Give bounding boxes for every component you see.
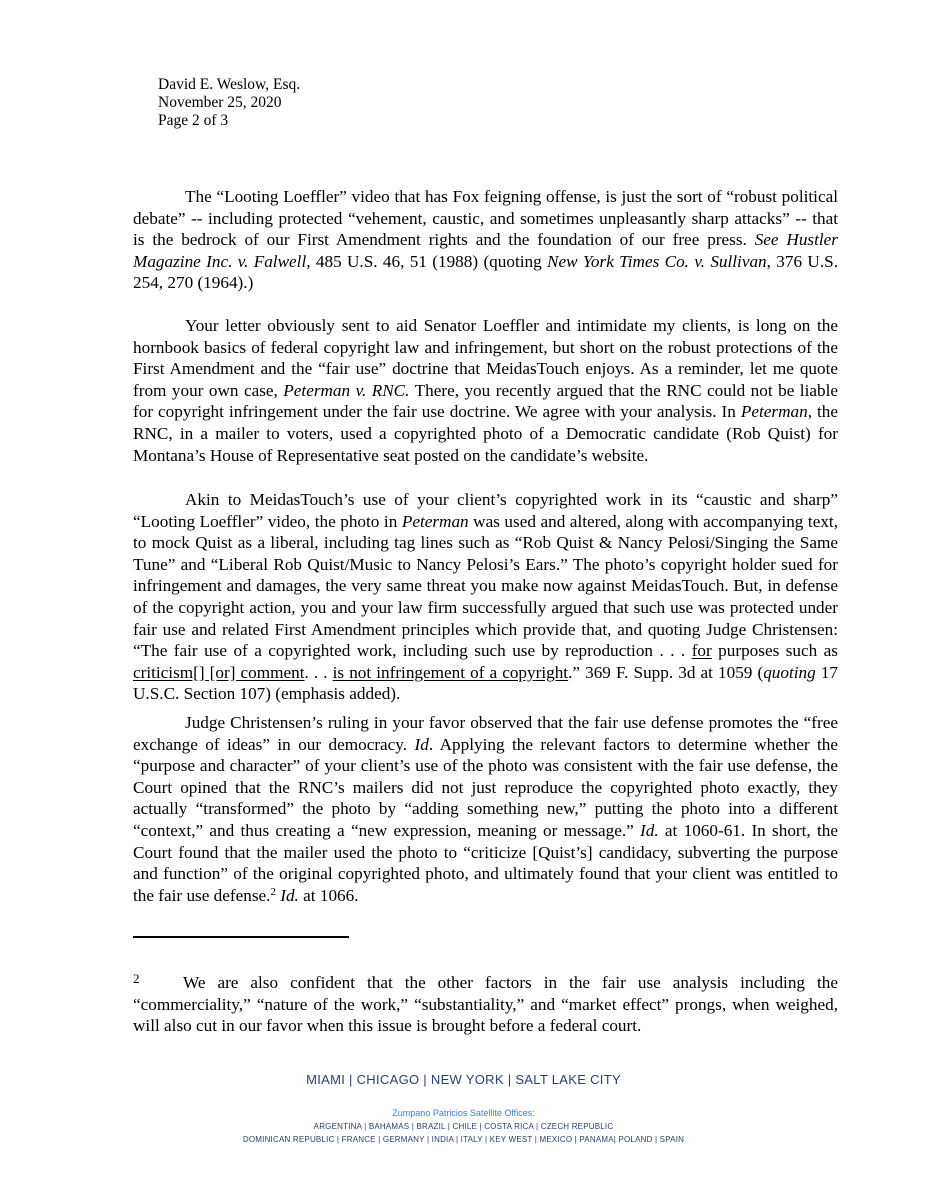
page-number: Page 2 of 3	[158, 112, 229, 129]
citation-signal: Id.	[640, 820, 659, 840]
text-run: Your letter obviously sent to aid Senator Loeffler and intimidate my clients, is long on the hornbook basics of federal copyright law and infringement, but short on the robust protections of the First Amendment and the “fair use” doctrine that MeidasTouch enjoys. As a reminder, let me quote from your own case,	[133, 316, 838, 400]
footnote-text: We are also confident that the other factors in the fair use analysis including the “commerciality,” “nature of the work,” “substantiality,” and “market effect” prongs, when weighed, will also cut in our favor when this issue is brought before a federal court.	[133, 973, 838, 1036]
text-run: 17 U.S.C. Section 107) (emphasis added).	[133, 662, 839, 704]
satellite-offices-title: Zumpano Patricios Satellite Offices:	[392, 1108, 535, 1118]
text-run: was used and altered, along with accompanying text, to mock Quist as a liberal, including tag lines such as “Rob Quist & Nancy Pelosi/Singing the Same Tune” and “Liberal Rob Quist/Music to Nancy Pelosi’s Ears.” The photo’s copyright holder sued for infringement and damages, the very same threat you make now against MeidasTouch. But, in defense of the copyright action, you and your law firm successfully argued that such use was protected under fair use and related First Amendment principles which provide that, and quoting Judge Christensen: “The fair use of a copyrighted work, including such use by reproduction . . .	[133, 511, 838, 661]
footnote-reference[interactable]: 2	[270, 885, 276, 898]
footnote-divider	[133, 936, 349, 938]
text-run: .” 369 F. Supp. 3d at 1059 (	[568, 662, 764, 682]
paragraph-2	[133, 315, 838, 466]
citation-signal: quoting	[763, 662, 816, 682]
text-run: There, you recently argued that the RNC could not be liable for copyright infringement under the fair use doctrine. We agree with your analysis. In	[133, 380, 838, 422]
case-citation: Peterman	[401, 511, 469, 531]
footnote-number: 2	[133, 971, 140, 986]
case-citation: See Hustler Magazine Inc. v. Falwell,	[133, 230, 838, 271]
text-run: at 1066.	[298, 885, 359, 905]
letter-date: November 25, 2020	[158, 94, 282, 111]
text-run: Judge Christensen’s ruling in your favor observed that the fair use defense promotes the “free exchange of ideas” in our democracy.	[133, 713, 838, 754]
office-cities: MIAMI | CHICAGO | NEW YORK | SALT LAKE CITY	[306, 1072, 621, 1087]
footnote	[133, 968, 838, 1037]
text-run: . . .	[304, 662, 333, 682]
citation-signal: Id	[414, 734, 429, 754]
text-run: at 1060-61. In short, the Court found that the mailer used the photo to “criticize [Quist’s] candidacy, subverting the purpose and function” of the original copyrighted photo, and ultimately found that your client was entitled to the fair use defense.	[133, 820, 838, 905]
paragraph-3	[133, 489, 838, 705]
text-run: , the RNC, in a mailer to voters, used a copyrighted photo of a Democratic candidate (Rob Quist) for Montana’s House of Representative seat posted on the candidate’s website.	[133, 402, 838, 465]
satellite-countries-line-1: ARGENTINA | BAHAMAS | BRAZIL | CHILE | COSTA RICA | CZECH REPUBLIC	[313, 1122, 614, 1131]
case-citation: New York Times Co. v. Sullivan	[547, 251, 767, 271]
paragraph-1	[133, 186, 838, 294]
text-run: , 376 U.S. 254, 270 (1964).)	[133, 251, 838, 293]
text-run: purposes such as	[711, 641, 838, 661]
text-run: . Applying the relevant factors to determine whether the “purpose and character” of your client’s use of the photo was consistent with the fair use defense, the Court opined that the RNC’s mailers did not just reproduce the copyrighted photo exactly, they actually “transformed” the photo by “adding something new,” putting the photo into a different “context,” and thus creating a “new expression, meaning or message.”	[133, 734, 839, 840]
letter-header	[158, 76, 300, 130]
satellite-countries-line-2: DOMINICAN REPUBLIC | FRANCE | GERMANY | INDIA | ITALY | KEY WEST | MEXICO | PANAMA| POLAND | SPAIN	[242, 1135, 685, 1144]
case-citation: Peterman	[740, 402, 808, 422]
text-run: The “Looting Loeffler” video that has Fox feigning offense, is just the sort of “robust political debate” -- including protected “vehement, caustic, and sometimes unpleasantly sharp attacks” -- that is the bedrock of our First Amendment rights and the foundation of our free press.	[133, 187, 838, 250]
paragraph-4	[133, 712, 838, 906]
citation-signal: Id.	[280, 885, 299, 905]
recipient-name: David E. Weslow, Esq.	[158, 76, 301, 93]
case-citation: Peterman v. RNC.	[283, 380, 410, 400]
emphasis-underline: for	[691, 641, 712, 661]
text-run: Akin to MeidasTouch’s use of your client’s copyrighted work in its “caustic and sharp” “Looting Loeffler” video, the photo in	[133, 490, 838, 531]
emphasis-underline: criticism[] [or] comment	[133, 662, 305, 682]
emphasis-underline: is not infringement of a copyright	[332, 662, 569, 682]
text-run: 485 U.S. 46, 51 (1988) (quoting	[310, 251, 548, 271]
